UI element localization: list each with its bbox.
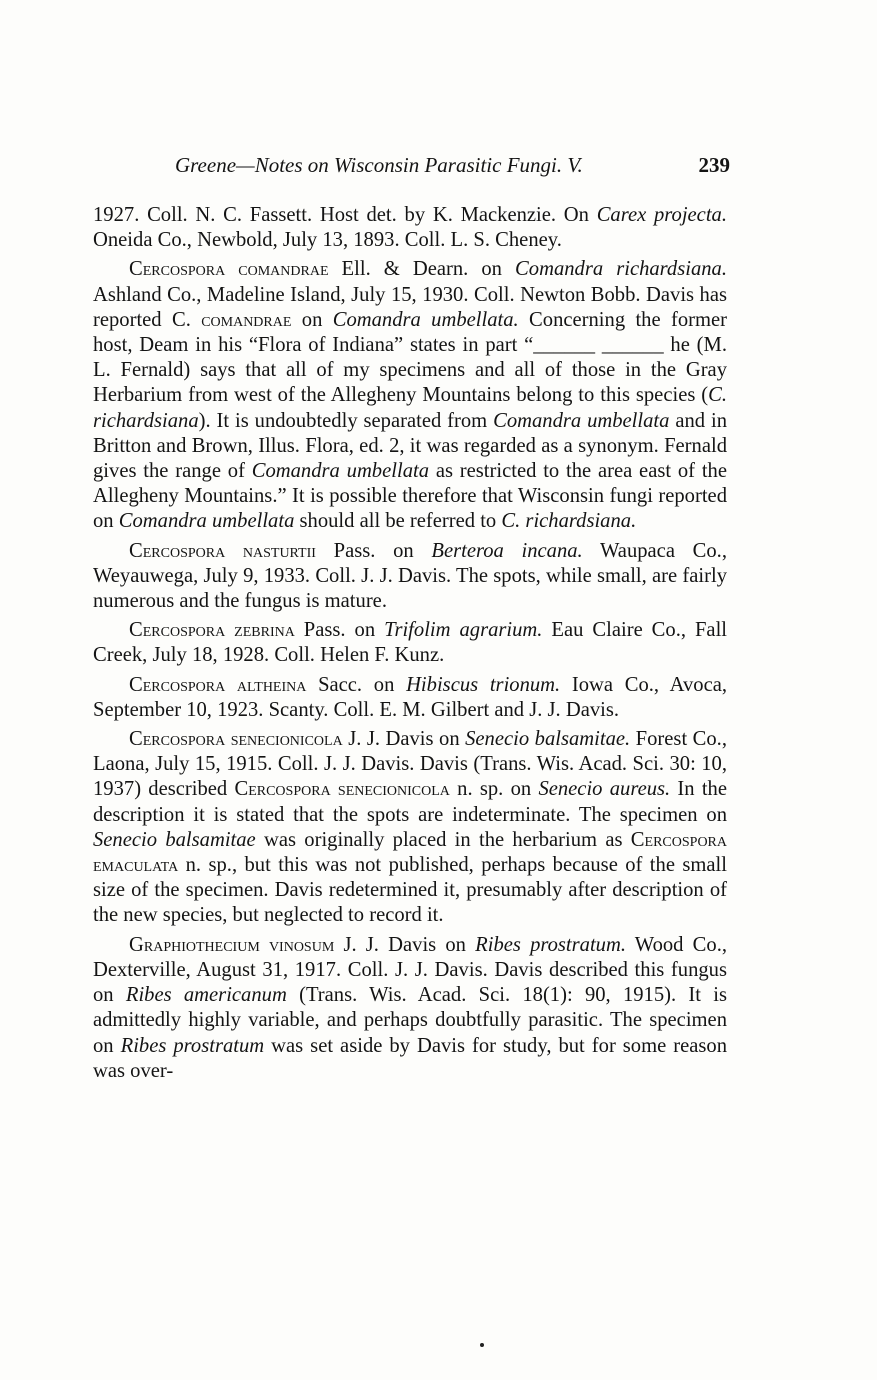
text-run: Sacc. on <box>306 673 407 696</box>
host-name: Ribes prostratum <box>120 1034 265 1057</box>
fungus-name: Cercospora zebrina <box>129 619 295 642</box>
species-name: C. richardsiana <box>93 384 727 432</box>
print-speck <box>480 1343 484 1347</box>
running-title: Greene—Notes on Wisconsin Parasitic Fungi. V. <box>175 153 583 177</box>
species-name: C. richardsiana. <box>501 510 637 533</box>
text-run: Wood Co., Dexterville, August 31, 1917. Coll. J. J. Davis. Davis described this fungus on <box>93 933 727 1007</box>
host-name: Comandra umbellata. <box>332 308 519 331</box>
text-run: was originally placed in the herbarium as <box>255 828 631 851</box>
body-text <box>93 203 727 1088</box>
entry-cercospora-comandrae <box>93 257 727 534</box>
text-run: Eau Claire Co., Fall Creek, July 18, 1928. Coll. Helen F. Kunz. <box>93 619 728 667</box>
text-run: Forest Co., Laona, July 15, 1915. Coll. J. J. Davis. Davis (Trans. Wis. Acad. Sci. 30: 10, 1937) described <box>93 728 727 801</box>
fungus-name: Cercospora nasturtii <box>129 539 316 562</box>
host-name: Comandra richardsiana. <box>515 258 728 281</box>
text-run: was set aside by Davis for study, but for some reason was over- <box>93 1034 728 1082</box>
host-name: Ribes prostratum. <box>475 933 626 956</box>
entry-cercospora-nasturtii <box>93 539 727 615</box>
species-name: Comandra umbellata <box>493 409 670 432</box>
fungus-name: Graphiothecium vinosum <box>129 933 335 956</box>
host-name: Berteroa incana. <box>431 539 583 562</box>
fungus-name: comandrae <box>201 308 292 331</box>
text-run: and in Britton and Brown, Illus. Flora, ed. 2, it was regarded as a synonym. Fernald gives the range of <box>93 409 727 483</box>
species-name: Comandra umbellata <box>118 510 295 533</box>
text-run: Ell. & Dearn. on <box>328 258 516 281</box>
fungus-name: Cercospora comandrae <box>129 258 329 281</box>
text-run: Pass. on <box>315 539 432 562</box>
text-run: Ashland Co., Madeline Island, July 15, 1930. Coll. Newton Bobb. Davis has reported C. <box>93 283 727 331</box>
text-run: on <box>291 308 333 331</box>
host-name: Hibiscus trionum. <box>406 673 561 696</box>
text-run: Concerning the former host, Deam in his “Flora of Indiana” states in part “______ ______ he (M. L. Fernald) says that all of my specimens and all of those in the Gray Herbarium from west of the Allegheny Mountains belong to this species ( <box>93 308 727 407</box>
species-name: Comandra umbellata <box>251 460 430 483</box>
text-run: Oneida Co., Newbold, July 13, 1893. Coll. L. S. Cheney. <box>93 229 562 252</box>
page-number: 239 <box>698 153 730 177</box>
host-name: Senecio aureus. <box>538 778 671 801</box>
text-run: J. J. Davis on <box>342 728 466 751</box>
fungus-name: Cercospora emaculata <box>93 828 728 877</box>
fungus-name: Cercospora altheina <box>129 673 307 696</box>
text-run: n. sp., but this was not published, perhaps because of the small size of the specimen. Davis redetermined it, presumably after description of the new species, but neglected to record it. <box>93 854 727 927</box>
running-header <box>175 153 730 178</box>
text-run: Waupaca Co., Weyauwega, July 9, 1933. Coll. J. J. Davis. The spots, while small, are fairly numerous and the fungus is mature. <box>93 539 727 613</box>
entry-graphiothecium-vinosum <box>93 933 727 1084</box>
host-name: Ribes americanum <box>125 984 287 1007</box>
paragraph-continuation <box>93 203 727 253</box>
species-name: Carex projecta. <box>596 204 727 226</box>
text-run: as restricted to the area east of the Allegheny Mountains.” It is possible therefore that Wisconsin fungi reported on <box>93 460 727 533</box>
fungus-name: Cercospora senecionicola <box>234 778 450 801</box>
text-run: J. J. Davis on <box>334 933 476 956</box>
host-name: Trifolim agrarium. <box>384 619 543 642</box>
text-run: Iowa Co., Avoca, September 10, 1923. Scanty. Coll. E. M. Gilbert and J. J. Davis. <box>93 673 727 721</box>
host-name: Senecio balsamitae. <box>465 728 631 751</box>
entry-cercospora-altheina <box>93 673 727 723</box>
entry-cercospora-zebrina <box>93 618 727 668</box>
text-run: In the description it is stated that the spots are indeterminate. The specimen on <box>93 778 727 826</box>
text-run: n. sp. on <box>449 778 539 801</box>
text-run: 1927. Coll. N. C. Fassett. Host det. by K. Mackenzie. On <box>93 204 597 226</box>
fungus-name: Cercospora senecionicola <box>129 728 343 751</box>
text-run: (Trans. Wis. Acad. Sci. 18(1): 90, 1915). It is admittedly highly variable, and perhaps doubtfully parasitic. The specimen on <box>93 984 727 1057</box>
host-name: Senecio balsamitae <box>93 828 256 851</box>
entry-cercospora-senecionicola <box>93 727 727 929</box>
text-run: Pass. on <box>294 619 385 642</box>
text-run: should all be referred to <box>294 510 502 533</box>
text-run: ). It is undoubtedly separated from <box>198 409 494 432</box>
